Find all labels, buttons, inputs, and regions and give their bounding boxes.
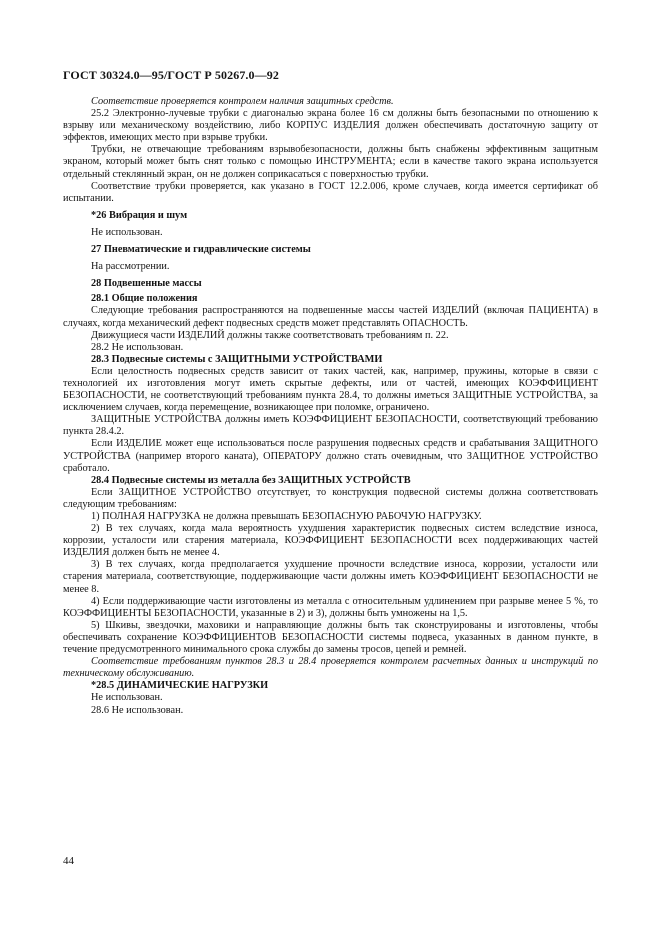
paragraph: 28.6 Не использован. — [91, 704, 184, 716]
list-item: 3) В тех случаях, когда предполагается ухудшение прочности вследствие износа, коррозии, усталости или старения материала, соответствующие, поддерживающие части должны иметь КОЭФФИЦИЕНТ БЕЗОПАСНОСТИ не менее 8. — [63, 559, 598, 595]
paragraph: Не использован. — [91, 692, 163, 704]
list-item: 5) Шкивы, звездочки, маховики и направляющие должны быть так сконструированы и изготовлены, чтобы обеспечивать сохранение КОЭФФИЦИЕНТОВ БЕЗОПАСНОСТИ системы подвеса, указанных в данном пункте, в течение предусмотренного минимального срока службы до замены тросов, цепей и ремней. — [63, 619, 598, 656]
section-heading: 27 Пневматические и гидравлические системы — [91, 244, 311, 256]
paragraph: Соответствие требованиям пунктов 28.3 и 28.4 проверяется контролем расчетных данных и инструкций по техническому обслуживанию. — [63, 656, 598, 680]
paragraph: Не использован. — [91, 226, 163, 238]
section-heading: 28 Подвешенные массы — [91, 278, 202, 290]
paragraph: Соответствие проверяется контролем наличия защитных средств. — [91, 96, 394, 107]
paragraph: Если целостность подвесных средств зависит от таких частей, как, например, пружины, которые в связи с технологией их изготовления могут иметь скрытые дефекты, или от частей, имеющих КОЭФФИЦИЕНТ БЕЗОПАСНОСТИ, не соответствующий требованиям пункта 28.4, то должны иметься ЗАЩИТНЫЕ УСТРОЙСТВА, за исключением случаев, когда перемещение, возникающее при поломке, ограничено. — [63, 365, 598, 414]
document-body — [63, 96, 598, 717]
subsection-heading: *28.5 ДИНАМИЧЕСКИЕ НАГРУЗКИ — [91, 680, 269, 692]
paragraph: Движущиеся части ИЗДЕЛИЙ должны также соответствовать требованиям п. 22. — [91, 329, 449, 341]
paragraph: 25.2 Электронно-лучевые трубки с диагональю экрана более 16 см должны быть безопасными по отношению к взрыву или механическому воздействию, либо КОРПУС ИЗДЕЛИЯ должен обеспечивать достаточную защиту от эффектов, имеющих место при взрыве трубки. — [63, 108, 598, 144]
section-heading: *26 Вибрация и шум — [91, 209, 188, 221]
paragraph: Соответствие трубки проверяется, как указано в ГОСТ 12.2.006, кроме случаев, когда имеется сертификат об испытании. — [63, 180, 598, 204]
paragraph: ЗАЩИТНЫЕ УСТРОЙСТВА должны иметь КОЭФФИЦИЕНТ БЕЗОПАСНОСТИ, соответствующий требованию пункта 28.4.2. — [63, 414, 598, 438]
paragraph: Если ИЗДЕЛИЕ может еще использоваться после разрушения подвесных средств и срабатывания ЗАЩИТНОГО УСТРОЙСТВА (например второго каната), ОПЕРАТОРУ должно стать очевидным, что ЗАЩИТНОЕ УСТРОЙСТВО сработало. — [63, 438, 598, 474]
paragraph: 28.2 Не использован. — [91, 341, 184, 353]
paragraph: Следующие требования распространяются на подвешенные массы частей ИЗДЕЛИЙ (включая ПАЦИЕНТА) в случаях, когда механический дефект подвесных средств может представлять ОПАСНОСТЬ. — [63, 305, 598, 329]
list-item: 2) В тех случаях, когда мала вероятность ухудшения характеристик подвесных систем вследствие износа, коррозии, усталости или старения материала, КОЭФФИЦИЕНТ БЕЗОПАСНОСТИ всех поддерживающих частей ИЗДЕЛИЯ должен быть не менее 4. — [63, 523, 598, 559]
paragraph: Трубки, не отвечающие требованиям взрывобезопасности, должны быть снабжены эффективным защитным экраном, который может быть снят только с помощью ИНСТРУМЕНТА; если в качестве такого экрана используется отдельный стеклянный экран, он не должен соприкасаться с поверхностью трубки. — [63, 144, 598, 180]
paragraph: Если ЗАЩИТНОЕ УСТРОЙСТВО отсутствует, то конструкция подвесной системы должна соответствовать следующим требованиям: — [63, 486, 598, 510]
page-number: 44 — [63, 855, 74, 867]
document-header: ГОСТ 30324.0—95/ГОСТ Р 50267.0—92 — [63, 68, 279, 82]
subsection-heading: 28.3 Подвесные системы с ЗАЩИТНЫМИ УСТРОЙСТВАМИ — [91, 353, 383, 365]
paragraph: На рассмотрении. — [91, 261, 170, 273]
list-item: 4) Если поддерживающие части изготовлены из металла с относительным удлинением при разрыве менее 5 %, то КОЭФФИЦИЕНТЫ БЕЗОПАСНОСТИ, указанные в 2) и 3), должны быть умножены на 1,5. — [63, 595, 598, 619]
list-item: 1) ПОЛНАЯ НАГРУЗКА не должна превышать БЕЗОПАСНУЮ РАБОЧУЮ НАГРУЗКУ. — [91, 511, 482, 522]
subsection-heading: 28.4 Подвесные системы из металла без ЗАЩИТНЫХ УСТРОЙСТВ — [91, 474, 411, 486]
subsection-heading: 28.1 Общие положения — [91, 293, 198, 305]
